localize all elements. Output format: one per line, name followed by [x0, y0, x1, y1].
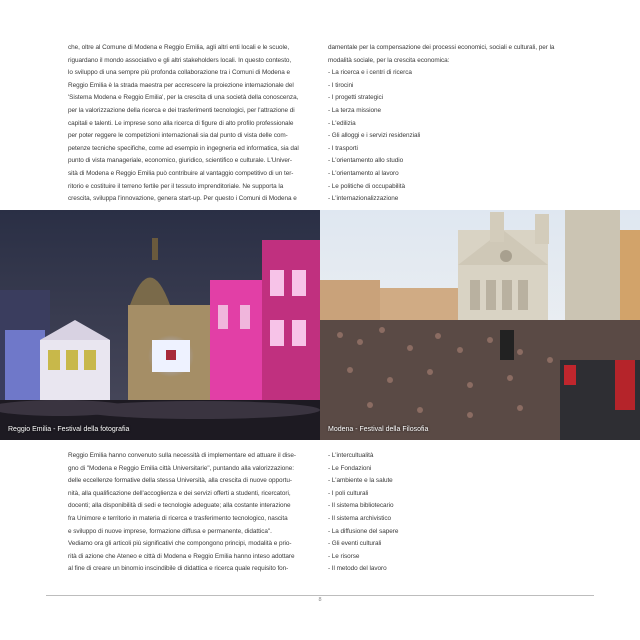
- paragraph-line: fra Unimore e territorio in materia di ricerca e trasferimento tecnologico, nascita: [68, 514, 288, 522]
- list-item: - La ricerca e i centri di ricerca: [328, 69, 412, 77]
- body-text-top-left: [68, 42, 314, 206]
- list-item: - L'orientamento al lavoro: [328, 169, 399, 177]
- paragraph-line: riguardano il mondo associativo e gli altri stakeholders locali. In questo contesto,: [68, 56, 292, 64]
- list-item: - I progetti strategici: [328, 94, 383, 102]
- paragraph-line: petenze tecniche specifiche, come ad esempio in ingegneria ed informatica, sia dal: [68, 144, 299, 152]
- body-text-bottom-left: [68, 450, 314, 576]
- list-item: - Il sistema bibliotecario: [328, 502, 394, 510]
- paragraph-line: al fine di creare un binomio inscindibile di didattica e ricerca quale requisito fon-: [68, 565, 289, 573]
- list-item: - Le Fondazioni: [328, 464, 372, 472]
- page-number: 8: [318, 597, 322, 603]
- paragraph-line: per la valorizzazione della ricerca e dei trasferimenti tecnologici, per l'attrazione di: [68, 106, 295, 114]
- photo-reggio-emilia-festival: [0, 210, 320, 440]
- paragraph-line: ritorio e costituire il terreno fertile per il tessuto imprenditoriale. Ne supporta la: [68, 182, 284, 190]
- paragraph-line: sità di Modena e Reggio Emilia può contribuire al vantaggio competitivo di un ter-: [68, 169, 294, 177]
- paragraph-line: Vediamo ora gli articoli più significativi che compongono principi, modalità e prio-: [68, 540, 292, 548]
- photo-caption-right: Modena - Festival della Filosofia: [328, 426, 429, 433]
- paragraph-line: Reggio Emilia hanno convenuto sulla necessità di implementare ed attuare il dise-: [68, 452, 296, 459]
- footer-divider: [46, 595, 594, 596]
- paragraph-line: per poter reggere le competizioni internazionali sia dal punto di vista delle com-: [68, 132, 288, 140]
- paragraph-line: rità di azione che Ateneo e città di Modena e Reggio Emilia hanno inteso adottare: [68, 552, 295, 560]
- paragraph-line: nità, alla qualificazione dell'accoglienza e dei servizi offerti a studenti, ricercatori,: [68, 489, 291, 497]
- list-item: - L'intercultualità: [328, 452, 374, 459]
- paragraph-line: che, oltre al Comune di Modena e Reggio Emilia, agli altri enti locali e le scuole,: [68, 44, 290, 51]
- paragraph-line: docenti; alla disponibilità di sedi e tecnologie adeguate; alla costante interazione: [68, 502, 291, 510]
- list-item: - I trasporti: [328, 144, 358, 152]
- list-item: - Il metodo del lavoro: [328, 565, 387, 573]
- list-item: - Gli eventi culturali: [328, 540, 382, 548]
- modena-square-illustration: [320, 210, 640, 440]
- paragraph-line: Reggio Emilia è la strada maestra per accrescere la proiezione internazionale del: [68, 81, 294, 89]
- list-item: - Gli alloggi e i servizi residenziali: [328, 132, 421, 140]
- paragraph-line: gno di "Modena e Reggio Emilia città Universitarie", puntando alla valorizzazione:: [68, 464, 295, 472]
- list-item: - L'ambiente e la salute: [328, 477, 393, 485]
- paragraph-line: 'Sistema Modena e Reggio Emilia', per la crescita di una società della conoscenza,: [68, 94, 299, 102]
- reggio-emilia-night-illustration: [0, 210, 320, 440]
- list-item: damentale per la compensazione dei processi economici, sociali e culturali, per la: [328, 44, 555, 51]
- priority-list-top-right: [328, 42, 576, 206]
- paragraph-line: lo sviluppo di una sempre più profonda collaborazione tra i Comuni di Modena e: [68, 69, 291, 77]
- list-item: - L'edilizia: [328, 119, 356, 127]
- photo-caption-left: Reggio Emilia - Festival della fotografia: [8, 426, 130, 433]
- paragraph-line: e sviluppo di nuove imprese, formazione diffusa e permanente, didattica".: [68, 527, 272, 535]
- list-item: - La terza missione: [328, 106, 382, 114]
- list-item: - Le politiche di occupabilità: [328, 182, 406, 190]
- list-item: - I tirocini: [328, 81, 354, 89]
- paragraph-line: crescita, sviluppa l'innovazione, genera start-up. Per questo i Comuni di Modena e: [68, 195, 297, 203]
- priority-list-bottom-right: [328, 450, 576, 576]
- list-item: - I poli culturali: [328, 489, 369, 497]
- paragraph-line: punto di vista manageriale, economico, giuridico, scientifico e culturale. L'Univer-: [68, 157, 293, 165]
- list-item: - Il sistema archivistico: [328, 514, 392, 522]
- list-item: - L'internazionalizzazione: [328, 195, 399, 203]
- list-item: - La diffusione del sapere: [328, 527, 399, 535]
- paragraph-line: delle eccellenze formative della stessa Università, alla crescita di nuove opportu-: [68, 477, 292, 485]
- list-item: - Le risorse: [328, 552, 360, 560]
- list-item: modalità sociale, per la crescita economica:: [328, 56, 450, 64]
- list-item: - L'orientamento allo studio: [328, 157, 404, 165]
- photo-modena-festival: [320, 210, 640, 440]
- paragraph-line: capitali e talenti. Le imprese sono alla ricerca di figure di alto profilo professionale: [68, 119, 294, 127]
